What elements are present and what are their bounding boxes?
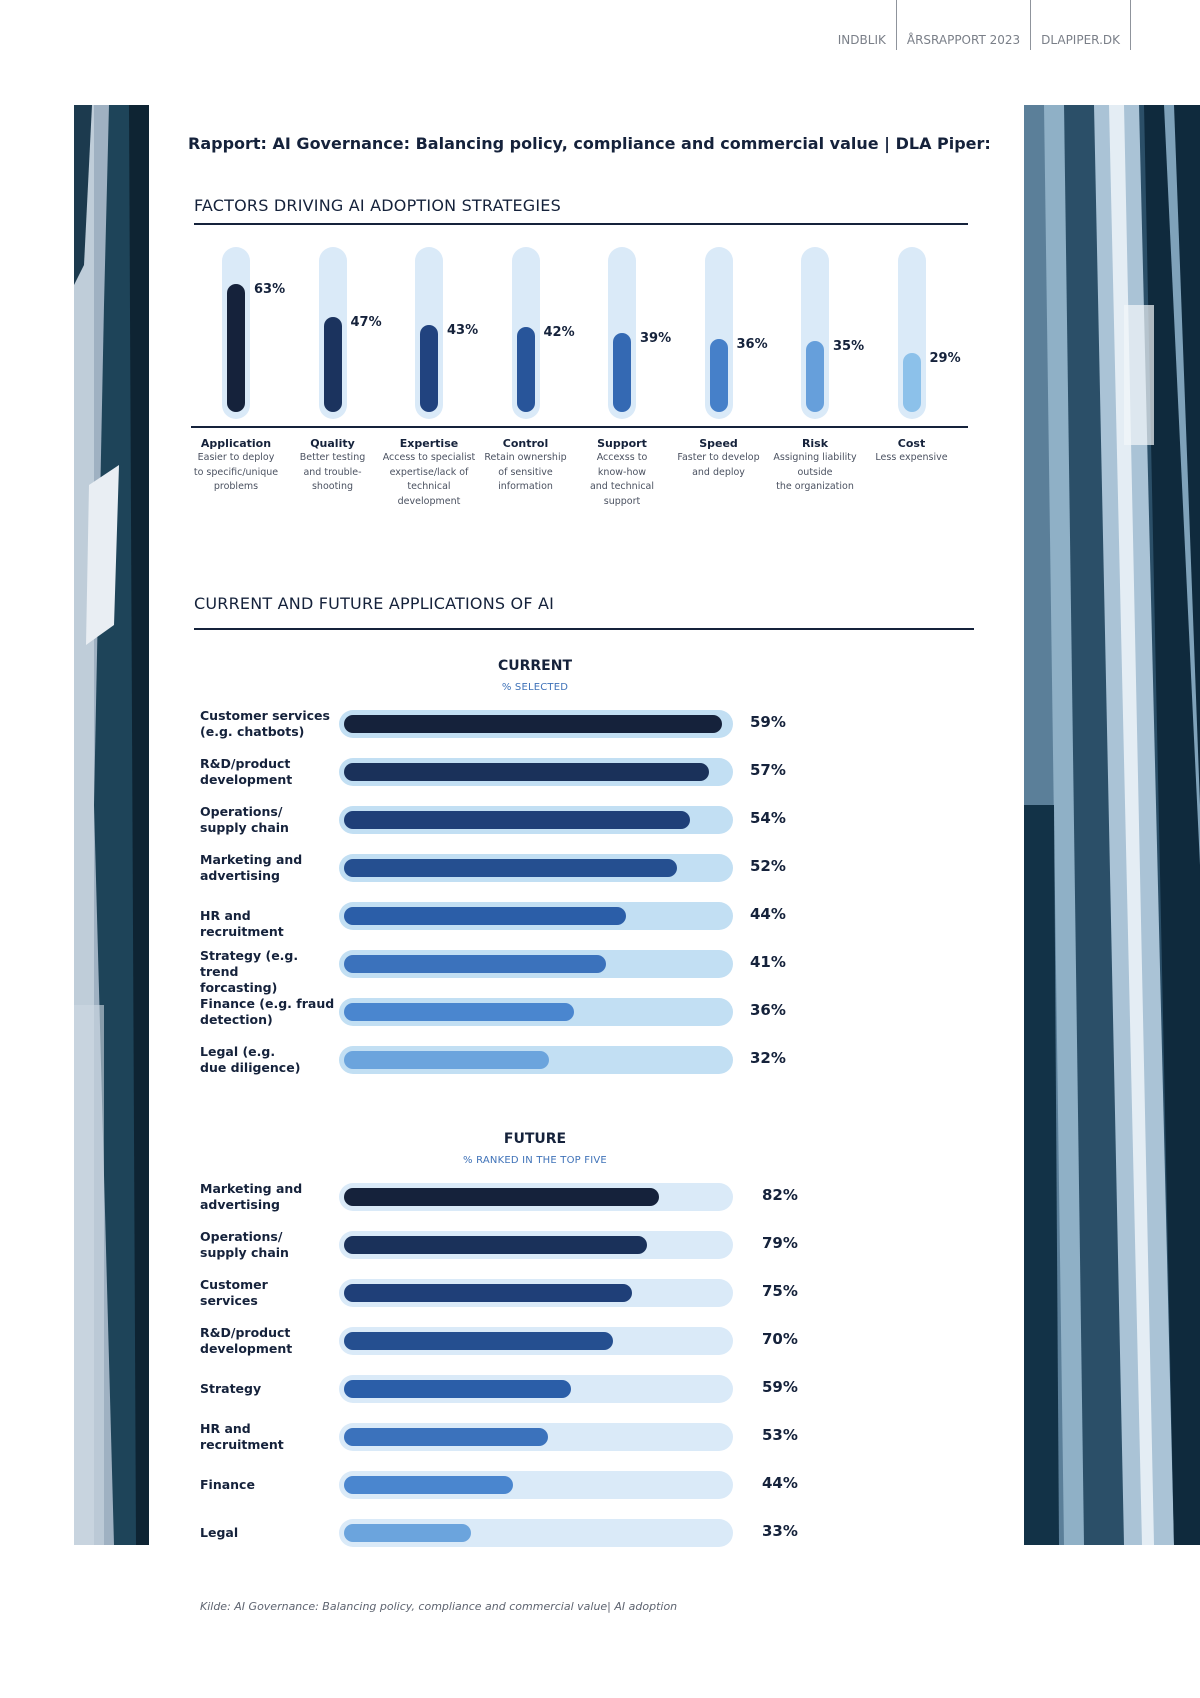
factor-column-label — [285, 437, 381, 495]
bar-track — [339, 1423, 733, 1451]
factor-category: Control — [502, 437, 549, 450]
bar-value-label: 36% — [750, 1001, 786, 1019]
factor-bar — [420, 325, 438, 412]
bar-value-label: 53% — [762, 1426, 798, 1444]
bar — [344, 715, 722, 733]
bar-value-label: 41% — [750, 953, 786, 971]
bar — [344, 1476, 513, 1494]
factors-section-title: FACTORS DRIVING AI ADOPTION STRATEGIES — [194, 196, 561, 215]
bar — [344, 955, 606, 973]
bar-value-label: 82% — [762, 1186, 798, 1204]
factor-category: Cost — [897, 437, 926, 450]
nav-indblik[interactable]: INDBLIK — [837, 33, 886, 47]
factor-value-label: 29% — [929, 351, 961, 367]
bar-track — [339, 1231, 733, 1259]
factor-category: Support — [597, 437, 647, 450]
bar-track — [339, 1279, 733, 1307]
bar-value-label: 54% — [750, 809, 786, 827]
bar-track — [339, 902, 733, 930]
factor-category: Speed — [699, 437, 738, 450]
factor-bar — [806, 341, 824, 412]
bar — [344, 859, 677, 877]
bar-value-label: 44% — [762, 1474, 798, 1492]
bar-value-label: 59% — [750, 713, 786, 731]
factor-description: Access to specialist expertise/lack of technical development — [382, 452, 476, 507]
bar-category-label: R&D/product development — [200, 756, 293, 787]
future-chart-title: FUTURE — [503, 1131, 567, 1147]
factor-value-label: 35% — [833, 338, 865, 354]
bar-value-label: 79% — [762, 1234, 798, 1252]
bar-track — [339, 950, 733, 978]
bar — [344, 1380, 571, 1398]
factor-bar — [903, 353, 921, 412]
bar — [344, 1003, 574, 1021]
applications-title-rule — [194, 628, 974, 630]
bar-category-label: Marketing and advertising — [200, 852, 303, 883]
bar — [344, 811, 690, 829]
bar — [344, 763, 709, 781]
bar-value-label: 59% — [762, 1378, 798, 1396]
right-decorative-image — [1024, 105, 1200, 1545]
nav-dlapiper[interactable]: DLAPIPER.DK — [1030, 0, 1130, 50]
factor-value-label: 42% — [543, 324, 575, 340]
bar-track — [339, 1471, 733, 1499]
bar — [344, 907, 626, 925]
bar — [344, 1188, 659, 1206]
factor-value-label: 36% — [736, 336, 768, 352]
bar-track — [339, 1327, 733, 1355]
bar — [344, 1051, 549, 1069]
factor-bar — [613, 333, 631, 412]
bar-category-label: Customer services (e.g. chatbots) — [200, 708, 330, 739]
top-navigation — [828, 0, 1132, 50]
bar-track — [339, 758, 733, 786]
bar — [344, 1332, 613, 1350]
factor-value-label: 63% — [254, 282, 286, 297]
bar — [344, 1236, 647, 1254]
bar-value-label: 52% — [750, 857, 786, 875]
bar-track — [339, 806, 733, 834]
bar-track — [339, 1375, 733, 1403]
factors-axis-line — [191, 426, 968, 428]
bar-category-label: Strategy — [200, 1381, 262, 1396]
factor-description: Retain ownership of sensitive information — [484, 452, 567, 492]
factor-column-label — [574, 437, 670, 509]
factor-description: Less expensive — [875, 452, 948, 463]
bar-track — [339, 710, 733, 738]
bar-category-label: Legal (e.g. due diligence) — [200, 1044, 301, 1075]
bar-category-label: Finance (e.g. fraud detection) — [200, 996, 335, 1027]
factors-title-rule — [194, 223, 968, 225]
future-chart-subtitle: % RANKED IN THE TOP FIVE — [463, 1155, 607, 1166]
factor-column-label — [767, 437, 863, 495]
bar-category-label: Strategy (e.g. trend forcasting) — [200, 948, 299, 995]
factor-category: Expertise — [399, 437, 459, 450]
bar-category-label: HR and recruitment — [200, 908, 284, 939]
bar-category-label: Finance — [200, 1477, 255, 1492]
bar-value-label: 44% — [750, 905, 786, 923]
bar-value-label: 33% — [762, 1522, 798, 1540]
factor-category: Quality — [310, 437, 355, 450]
bar-category-label: Customer services — [200, 1277, 268, 1308]
source-note: Kilde: AI Governance: Balancing policy, compliance and commercial value| AI adoption — [200, 1600, 678, 1613]
bar-value-label: 75% — [762, 1282, 798, 1300]
report-title: Rapport: AI Governance: Balancing policy, compliance and commercial value | DLA Piper: — [188, 134, 991, 153]
factor-value-label: 43% — [447, 322, 479, 338]
factor-bar — [517, 327, 535, 412]
bar-track — [339, 1183, 733, 1211]
current-chart-title: CURRENT — [497, 658, 573, 674]
bar-category-label: HR and recruitment — [200, 1421, 284, 1452]
factor-category: Application — [200, 437, 272, 450]
bar — [344, 1284, 632, 1302]
factor-column-label — [864, 437, 960, 466]
bar-track — [339, 1519, 733, 1547]
factor-description: Better testing and trouble- shooting — [299, 452, 366, 492]
factor-column-label — [381, 437, 477, 509]
bar-category-label: Legal — [200, 1525, 239, 1540]
factor-bar — [710, 339, 728, 412]
factor-column-label — [478, 437, 574, 495]
factor-category: Risk — [801, 437, 829, 450]
bar — [344, 1428, 548, 1446]
factor-column-label — [671, 437, 767, 480]
bar-track — [339, 1046, 733, 1074]
bar-category-label: R&D/product development — [200, 1325, 293, 1356]
bar-value-label: 70% — [762, 1330, 798, 1348]
bar — [344, 1524, 471, 1542]
bar-value-label: 32% — [750, 1049, 786, 1067]
factor-column-label — [188, 437, 284, 495]
factor-description: Faster to develop and deploy — [677, 452, 760, 478]
factor-value-label: 39% — [640, 330, 672, 346]
nav-arsrapport[interactable]: ÅRSRAPPORT 2023 — [896, 0, 1030, 50]
bar-value-label: 57% — [750, 761, 786, 779]
left-decorative-image — [74, 105, 149, 1545]
factor-description: Accexss to know-how and technical support — [589, 452, 655, 507]
factor-value-label: 47% — [350, 314, 382, 330]
nav-divider — [1130, 0, 1132, 50]
bar-track — [339, 854, 733, 882]
current-chart-subtitle: % SELECTED — [501, 682, 569, 693]
factor-bar — [324, 317, 342, 412]
bar-track — [339, 998, 733, 1026]
factor-bar — [227, 284, 245, 412]
bar-category-label: Operations/ supply chain — [200, 1229, 289, 1260]
bar-category-label: Marketing and advertising — [200, 1181, 303, 1212]
bar-category-label: Operations/ supply chain — [200, 804, 289, 835]
factor-description: Assigning liability outside the organization — [773, 452, 857, 492]
applications-section-title: CURRENT AND FUTURE APPLICATIONS OF AI — [194, 594, 555, 613]
factor-description: Easier to deploy to specific/unique problems — [193, 452, 279, 492]
